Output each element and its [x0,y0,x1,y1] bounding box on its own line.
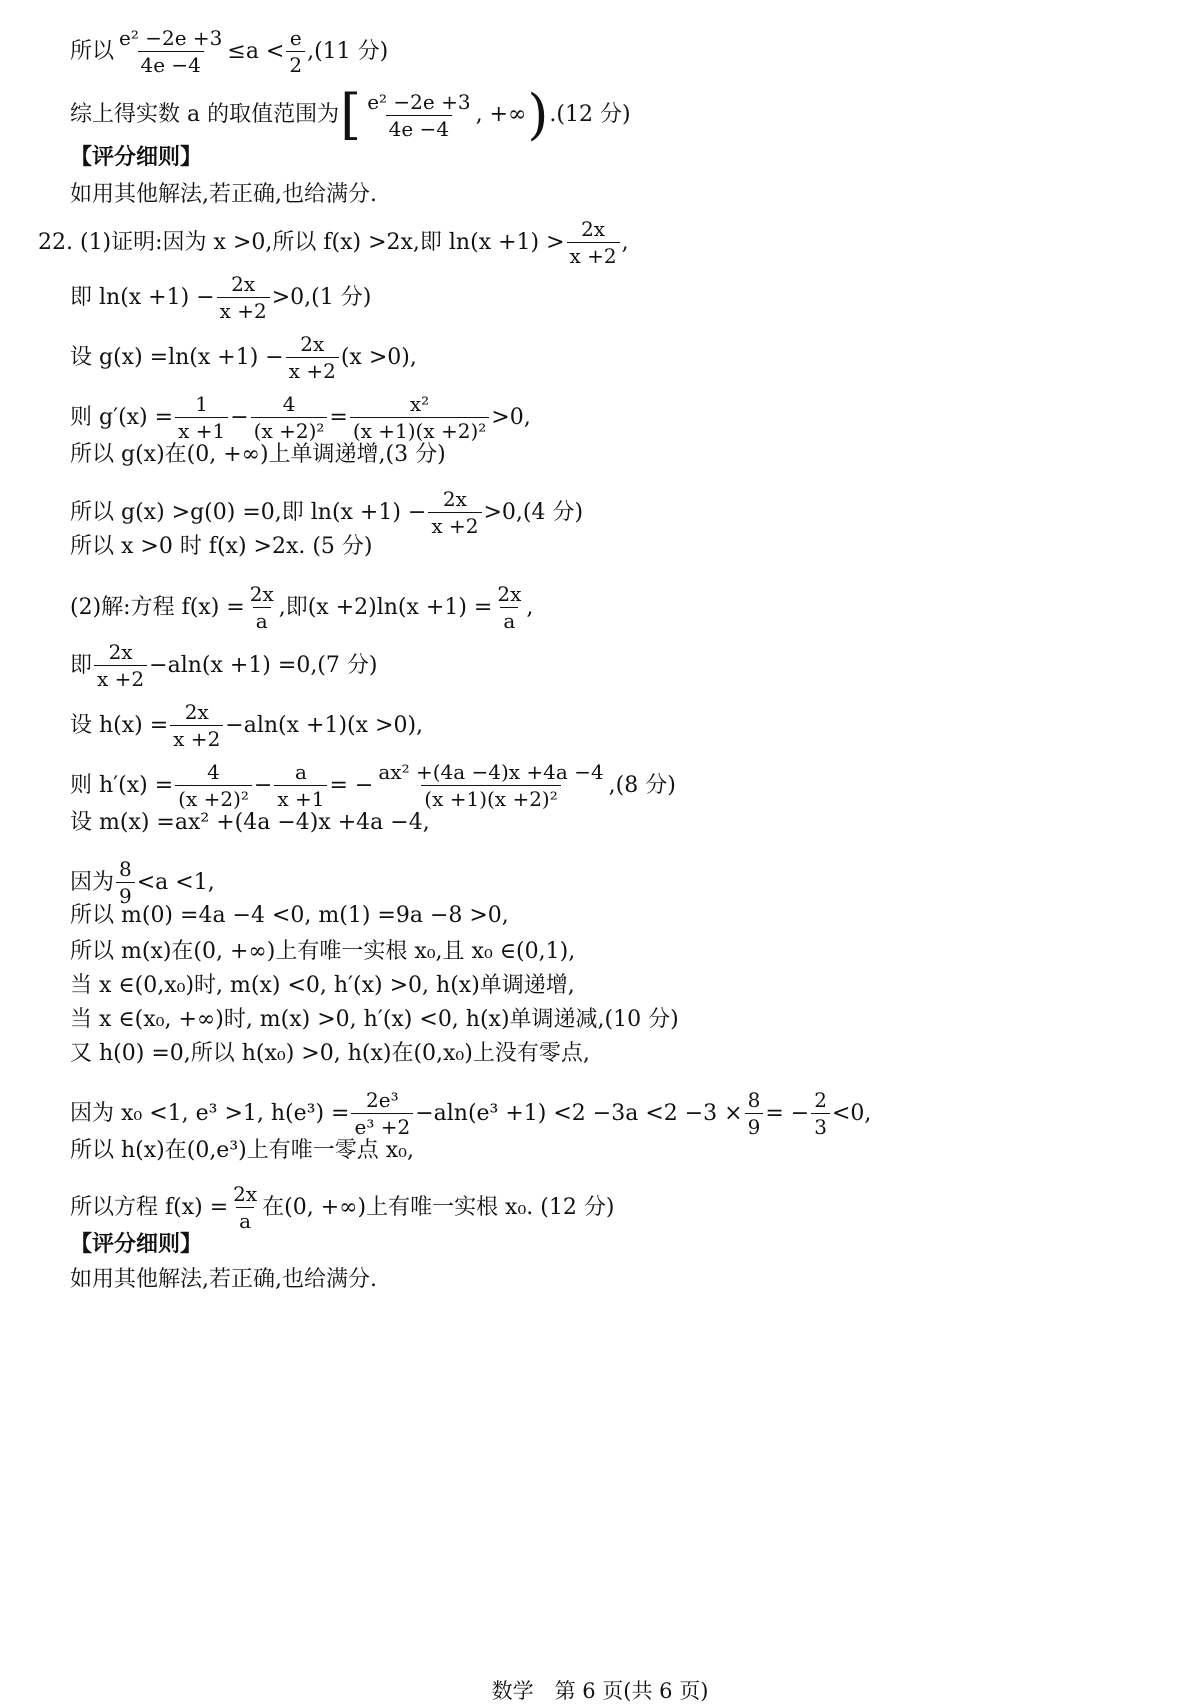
fraction [175,394,228,441]
text-segment: 即 ln(x +1) − [70,284,215,310]
fraction-denominator: x +2 [217,297,270,321]
fraction-numerator: 2x [184,700,209,724]
fraction-numerator: 4 [207,760,220,784]
text-segment: 所以 m(x)在(0, +∞)上有唯一实根 x₀,且 x₀ ∈(0,1), [70,939,576,964]
solution-line [70,905,509,927]
text-segment: −aln(e³ +1) <2 −3a <2 −3 × [415,1100,743,1126]
solution-line [70,489,583,536]
text-segment: 所以 g(x) >g(0) =0,即 ln(x +1) − [70,499,427,525]
fraction [567,219,620,266]
text-segment: 【评分细则】 [70,1232,203,1257]
solution-line [70,1269,377,1291]
text-segment: 所以 m(0) =4a −4 <0, m(1) =9a −8 >0, [70,903,509,928]
text-segment: 所以方程 f(x) = [70,1194,229,1220]
solution-line [70,394,531,441]
text-segment: 又 h(0) =0,所以 h(x₀) >0, h(x)在(0,x₀)上没有零点, [70,1041,590,1066]
fraction-denominator: a [236,1207,254,1231]
text-segment: 当 x ∈(0,x₀)时, m(x) <0, h′(x) >0, h(x)单调递增, [70,973,575,998]
solution-line [70,1043,590,1065]
text-segment: ,即(x +2)ln(x +1) = [278,594,493,620]
fraction [375,762,606,809]
solution-line [70,941,575,963]
fraction [364,89,473,141]
text-segment: − [230,404,249,430]
solution-line [70,702,423,749]
text-segment: 则 h′(x) = [70,772,174,798]
interval-bracket: [ [340,83,362,146]
solution-line [70,642,377,689]
fraction-denominator: e³ +2 [351,1113,413,1137]
section-heading [70,1234,202,1256]
fraction [350,394,489,441]
fraction-numerator: 2x [497,582,522,606]
fraction-numerator: 2x [300,332,325,356]
fraction-numerator: 2x [233,1182,258,1206]
solution-line [70,762,676,809]
text-segment: 综上得实数 a 的取值范围为 [70,102,340,127]
fraction-denominator: (x +2)² [251,417,328,441]
fraction [351,1090,413,1137]
fraction-numerator: 8 [747,1088,761,1112]
fraction [745,1090,764,1137]
fraction [286,334,339,381]
text-segment: ,(11 分) [307,38,389,64]
text-segment: 所以 g(x)在(0, +∞)上单调递增,(3 分) [70,442,446,467]
text-segment: 如用其他解法,若正确,也给满分. [70,1267,377,1292]
fraction-numerator: 2x [249,582,274,606]
fraction-numerator: e² −2e +3 [367,89,471,114]
fraction-denominator: x +1 [175,417,228,441]
text-segment: ,(8 分) [608,772,676,798]
fraction-denominator: x +2 [170,725,223,749]
text-segment: ≤a < [227,38,285,64]
fraction-denominator: (x +2)² [175,785,252,809]
fraction [428,489,481,536]
text-segment: 所以 [70,38,115,64]
text-segment: , [621,229,629,255]
text-segment: 设 m(x) =ax² +(4a −4)x +4a −4, [70,810,430,835]
fraction-denominator: x +2 [286,357,339,381]
fraction [116,28,225,75]
text-segment: >0,(4 分) [483,499,584,525]
text-segment: 因为 x₀ <1, e³ >1, h(e³) = [70,1100,350,1126]
text-segment: 所以 h(x)在(0,e³)上有唯一零点 x₀, [70,1138,414,1163]
fraction-numerator: 2e³ [366,1088,399,1112]
text-segment: , [526,594,534,620]
fraction-denominator: a [500,607,518,631]
text-segment: 设 h(x) = [70,712,169,738]
solution-line [70,536,373,558]
text-segment: −aln(x +1) =0,(7 分) [149,652,378,678]
fraction-denominator: 4e −4 [138,51,204,75]
fraction-numerator: 2x [442,487,467,511]
text-segment: − [253,772,273,798]
solution-line [70,1009,679,1031]
fraction-numerator: 4 [282,392,296,416]
fraction-denominator: (x +1)(x +2)² [421,785,560,809]
solution-line [70,1090,871,1137]
fraction-denominator: x +2 [567,242,620,266]
fraction-numerator: a [294,760,307,784]
fraction [494,584,524,631]
solution-line [70,83,631,146]
fraction-denominator: 4e −4 [386,115,452,139]
section-heading [70,147,202,169]
fraction-denominator: a [253,607,271,631]
solution-line [70,975,575,997]
text-segment: (x >0), [340,344,417,370]
solution-line [70,1184,614,1231]
solution-line [70,1140,414,1162]
solution-line [70,184,377,206]
solution-line [70,584,533,631]
solution-line [70,334,417,381]
fraction-numerator: 2x [108,640,133,664]
solution-line [70,444,446,466]
interval-bracket: ) [527,83,549,146]
fraction-numerator: ax² +(4a −4)x +4a −4 [378,760,604,784]
fraction-numerator: 8 [119,857,132,881]
text-segment: 【评分细则】 [70,145,203,170]
fraction [170,702,223,749]
text-segment: 设 g(x) =ln(x +1) − [70,344,284,370]
fraction-numerator: 2x [581,217,606,241]
fraction-numerator: 1 [195,392,208,416]
text-segment: −aln(x +1)(x >0), [225,712,424,738]
text-segment: 当 x ∈(x₀, +∞)时, m(x) >0, h′(x) <0, h(x)单调递减,(10 分) [70,1007,679,1032]
fraction [274,762,327,809]
fraction-numerator: 2 [814,1088,827,1112]
fraction [175,762,252,809]
text-segment: 即 [70,652,93,678]
text-segment: = − [765,1100,810,1126]
text-segment: = [329,404,348,430]
fraction [230,1184,260,1231]
fraction [251,394,328,441]
solution-line [70,859,215,906]
fraction [217,274,270,321]
fraction [811,1090,830,1137]
text-segment: 则 g′(x) = [70,404,174,430]
fraction-denominator: (x +1)(x +2)² [350,417,489,441]
fraction-denominator: 9 [116,882,135,906]
fraction-numerator: e² −2e +3 [119,26,223,50]
text-segment: 在(0, +∞)上有唯一实根 x₀. (12 分) [262,1194,615,1220]
fraction [94,642,147,689]
fraction-numerator: 2x [231,272,256,296]
fraction-denominator: 9 [745,1113,764,1137]
text-segment: = − [329,772,374,798]
fraction-denominator: x +2 [428,512,481,536]
fraction-denominator: 3 [811,1113,830,1137]
solution-line [38,219,629,266]
text-segment: >0, [491,404,531,430]
text-segment: , +∞ [475,102,527,127]
text-segment: >0,(1 分) [271,284,372,310]
fraction [286,28,305,75]
fraction-denominator: x +1 [274,785,327,809]
text-segment: <a <1, [136,869,215,895]
solution-line [70,274,371,321]
text-segment: (2)解:方程 f(x) = [70,594,245,620]
text-segment: 如用其他解法,若正确,也给满分. [70,182,377,207]
text-segment: 因为 [70,869,115,895]
fraction-numerator: e [289,26,302,50]
fraction [116,859,135,906]
text-segment: .(12 分) [549,102,631,127]
text-segment: 22. (1)证明:因为 x >0,所以 f(x) >2x,即 ln(x +1) > [38,229,565,255]
text-segment: <0, [831,1100,872,1126]
page-footer: 数学 第 6 页(共 6 页) [491,1679,709,1703]
fraction-numerator: x² [409,392,430,416]
text-segment: 所以 x >0 时 f(x) >2x. (5 分) [70,534,373,559]
solution-line [70,28,388,75]
solution-line [70,812,430,834]
fraction [247,584,277,631]
fraction-denominator: x +2 [94,665,147,689]
fraction-denominator: 2 [286,51,305,75]
